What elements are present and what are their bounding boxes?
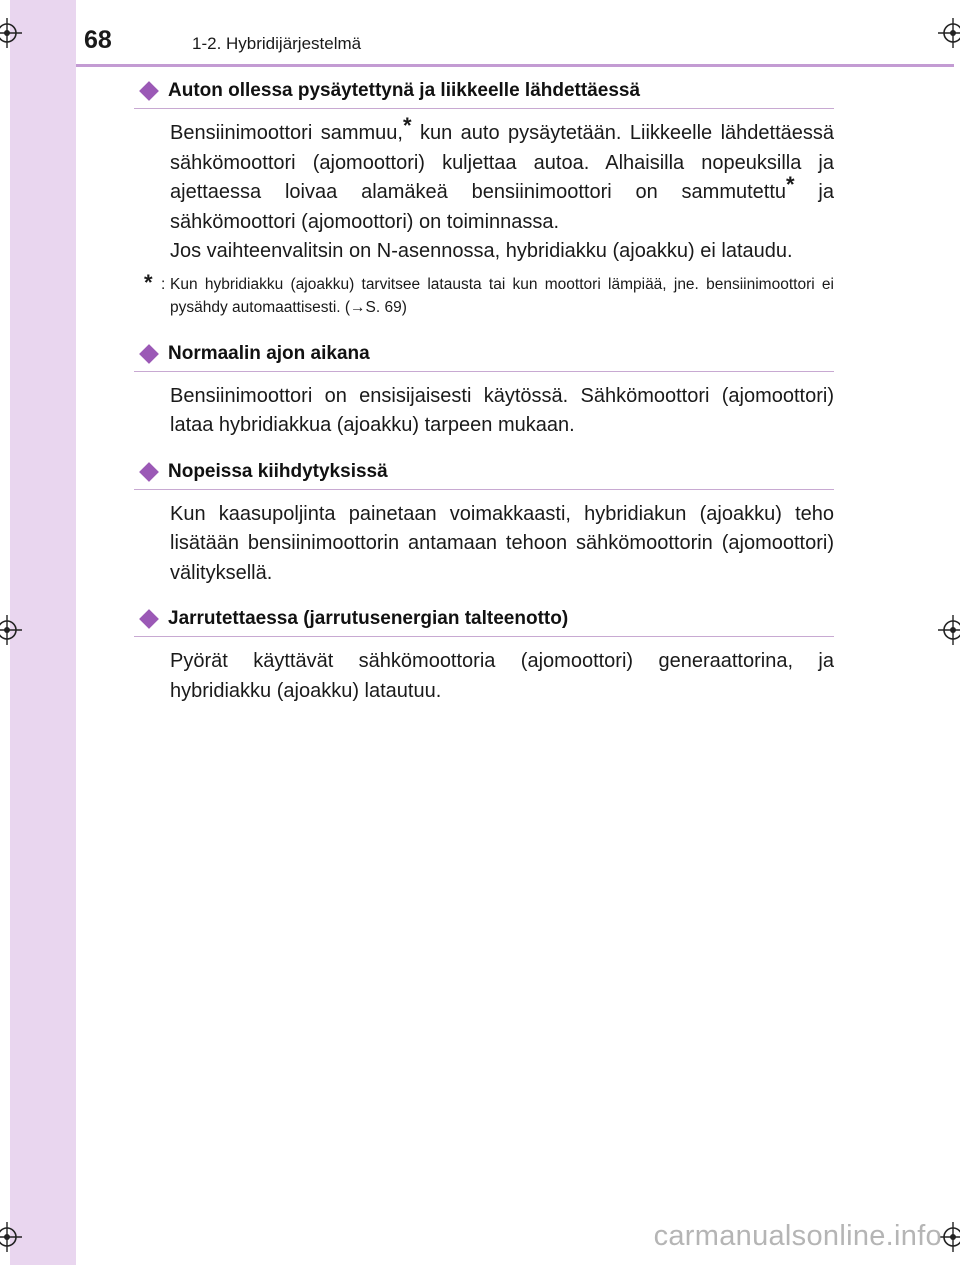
section-heading-text: Jarrutettaessa (jarrutusenergian talteenotto)	[168, 608, 569, 629]
section-heading	[134, 339, 834, 372]
section-heading	[134, 76, 834, 109]
watermark: carmanualsonline.info	[653, 1220, 942, 1252]
diamond-bullet-icon	[139, 81, 159, 101]
section-stopped-and-starting	[134, 76, 834, 319]
registration-mark-icon	[0, 18, 22, 48]
paragraph-text: Jos vaihteenvalitsin on N-asennossa, hybridiakku (ajoakku) ei lataudu.	[170, 240, 793, 262]
asterisk-marker: *	[786, 172, 795, 198]
section-heading-text: Auton ollessa pysäytettynä ja liikkeelle lähdettäessä	[168, 80, 641, 101]
paragraph-text: kun auto pysäytetään. Liikkeelle lähdettäessä sähkömoottori (ajomoottori) kuljettaa autoa. Alhaisilla nopeuksilla ja ajettaessa loivaa alamäkeä bensiinimoottori on sammutettu	[170, 122, 835, 203]
section-paragraph: Bensiinimoottori on ensisijaisesti käytössä. Sähkömoottori (ajomoottori) lataa hybridiakkua (ajoakku) tarpeen mukaan.	[170, 384, 834, 436]
section-normal-driving	[134, 339, 834, 441]
section-heading	[134, 457, 834, 490]
registration-mark-icon	[0, 1222, 22, 1252]
section-heading-text: Nopeissa kiihdytyksissä	[168, 460, 388, 482]
section-paragraph: Kun kaasupoljinta painetaan voimakkaasti, hybridiakun (ajoakku) teho lisätään bensiinimoottorin antamaan tehoon sähkömoottorin (ajomoottori) välityksellä.	[170, 502, 834, 584]
section-heading-text: Normaalin ajon aikana	[168, 342, 370, 364]
section-paragraph	[170, 113, 835, 267]
header-rule	[76, 64, 954, 67]
page-content	[134, 76, 834, 706]
page-number: 68	[84, 26, 112, 54]
section-heading	[134, 604, 834, 637]
registration-mark-icon	[938, 18, 960, 48]
footnote	[144, 269, 834, 319]
section-regenerative-braking	[134, 604, 834, 706]
asterisk-marker: *	[402, 113, 412, 139]
section-paragraph: Pyörät käyttävät sähkömoottoria (ajomoottori) generaattorina, ja hybridiakku (ajoakku) latautuu.	[170, 650, 834, 702]
footnote-colon: :	[161, 275, 166, 293]
diamond-bullet-icon	[139, 609, 159, 629]
diamond-bullet-icon	[139, 462, 159, 482]
registration-mark-icon	[938, 615, 960, 645]
section-fast-acceleration	[134, 457, 834, 589]
footnote-asterisk: *	[144, 269, 153, 295]
paragraph-text: ja sähkömoottori (ajomoottori) on toiminnassa.	[170, 181, 834, 233]
diamond-bullet-icon	[139, 344, 159, 364]
footnote-text: Kun hybridiakku (ajoakku) tarvitsee latausta tai kun moottori lämpiää, jne. bensiinimoottori ei pysähdy automaattisesti. (→S. 69)	[170, 275, 834, 316]
registration-mark-icon	[0, 615, 22, 645]
paragraph-text: Bensiinimoottori sammuu,	[170, 122, 403, 144]
chapter-title: 1-2. Hybridijärjestelmä	[192, 34, 362, 53]
